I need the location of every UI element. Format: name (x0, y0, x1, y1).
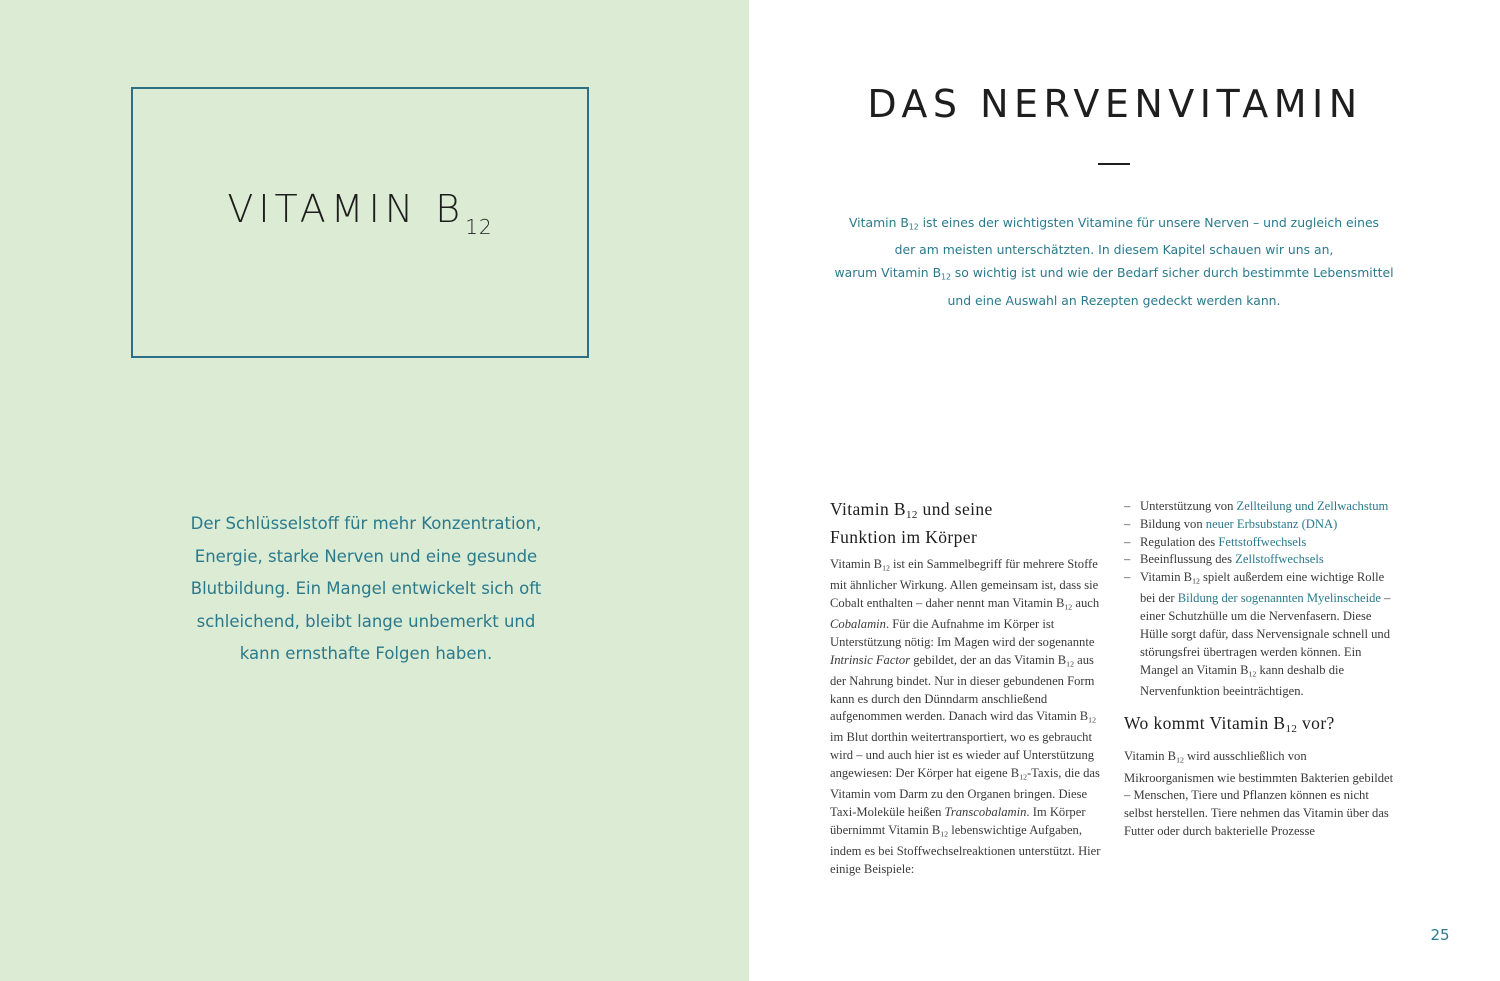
page-number: 25 (1430, 926, 1450, 944)
chapter-title (133, 187, 587, 239)
chapter-intro-line: kann ernsthafte Folgen haben. (239, 644, 493, 663)
list-text: Beeinflussung des (1140, 552, 1236, 567)
body-text: wird ausschließlich von Mikroorganismen wie bestimmten Bakterien gebildet – Menschen, Tiere und Pflanzen können es nicht selbst herstellen. Tiere nehmen das Vitamin über das Futter oder durch bakterielle Prozesse (1124, 749, 1394, 838)
chapter-intro-line: schleichend, bleibt lange unbemerkt und (196, 611, 536, 631)
body-text: lebenswichtige Aufgaben, indem es bei Stoffwechselreaktionen unterstützt. Hier einige Beispiele: (830, 822, 1101, 876)
chapter-intro-line: Energie, starke Nerven und eine gesunde (194, 546, 538, 566)
body-subscript: 12 (882, 563, 890, 573)
body-text: -Taxis, die das Vitamin vom Darm zu den Organen bringen. Diese Taxi-Moleküle heißen (830, 766, 1100, 819)
list-text: Vitamin B (1140, 570, 1193, 585)
heading-text: und seine (917, 499, 993, 519)
page-intro-line: und eine Auswahl an Rezepten gedeckt werden kann. (947, 292, 1281, 308)
list-text: Bildung von (1140, 516, 1206, 531)
body-subscript: 12 (1064, 602, 1073, 612)
body-text: . Für die Aufnahme im Körper ist Unterstützung nötig: Im Magen wird der sogenannte (830, 617, 1095, 649)
body-subscript: 12 (1019, 772, 1027, 782)
body-text: aus der Nahrung bindet. Nur in dieser gebundenen Form kann es durch den Dünndarm anschließend aufgenommen werden. Danach wird das Vitamin B (830, 652, 1095, 724)
body-italic: Intrinsic Factor (830, 652, 911, 667)
heading-text: Wo kommt Vitamin B (1124, 713, 1286, 734)
keyword-link[interactable]: Bildung der sogenannten Myelinscheide (1177, 591, 1381, 606)
keyword-link[interactable]: Zellstoffwechsels (1235, 552, 1324, 567)
body-text: Vitamin B (1124, 749, 1177, 764)
list-text: spielt außerdem eine wichtige Rolle bei der (1140, 570, 1385, 606)
list-item (1124, 551, 1396, 569)
body-subscript: 12 (1176, 755, 1184, 765)
body-text: auch (1072, 595, 1100, 610)
keyword-link[interactable]: neuer Erbsubstanz (DNA) (1205, 516, 1338, 531)
body-text: ist ein Sammelbegriff für mehrere Stoffe mit ähnlicher Wirkung. Allen gemeinsam ist, dass sie Cobalt enthalten – daher nennt man Vitamin B (830, 557, 1099, 610)
list-text: kann deshalb die Nervenfunktion beeinträchtigen. (1140, 662, 1345, 698)
heading-subscript: 12 (905, 509, 918, 521)
page-intro-line: der am meisten unterschätzten. In diesem Kapitel schauen wir uns an, (894, 242, 1334, 258)
section-heading-function (830, 498, 1106, 548)
intro-text: ist eines der wichtigsten Vitamine für unsere Nerven – und zugleich eines (918, 215, 1380, 230)
body-paragraph (1124, 748, 1396, 840)
list-item (1124, 516, 1396, 534)
chapter-intro (170, 508, 562, 671)
body-text: . Im Körper übernimmt Vitamin B (830, 805, 1086, 837)
body-text: im Blut dorthin weitertransportiert, wo es gebraucht wird – und auch hier ist es wieder auf Unterstützung angewiesen: Der Körper hat eigene B (830, 730, 1095, 781)
page-title: DAS NERVENVITAMIN (867, 82, 1363, 126)
body-subscript: 12 (940, 829, 949, 839)
intro-text: Vitamin B (848, 215, 909, 230)
text-column-left (830, 498, 1106, 879)
page-intro-line (812, 261, 1416, 288)
list-item (1124, 569, 1396, 700)
list-subscript: 12 (1192, 576, 1200, 586)
heading-text: Vitamin B (830, 499, 906, 519)
list-item (1124, 534, 1396, 552)
body-subscript: 12 (1088, 715, 1096, 725)
keyword-link[interactable]: Fettstoffwechsels (1218, 534, 1307, 549)
intro-subscript: 12 (908, 222, 919, 232)
title-divider (1098, 163, 1130, 165)
keyword-link[interactable]: Zellteilung und Zellwachstum (1236, 499, 1389, 513)
list-text: Regulation des (1140, 534, 1219, 549)
left-page (0, 0, 749, 981)
chapter-intro-line: Der Schlüsselstoff für mehr Konzentration, (190, 514, 542, 533)
chapter-title-text: VITAMIN B (227, 187, 466, 231)
heading-text: vor? (1297, 713, 1335, 734)
heading-text: Funktion im Körper (830, 527, 978, 547)
page-intro (812, 211, 1416, 312)
chapter-title-box (131, 87, 589, 358)
page-intro-line (812, 211, 1416, 238)
text-column-right (1124, 498, 1396, 841)
chapter-title-subscript: 12 (465, 215, 493, 239)
body-paragraph (830, 556, 1106, 879)
body-subscript: 12 (1066, 658, 1074, 668)
body-italic: Cobalamin (830, 617, 886, 632)
intro-text: so wichtig ist und wie der Bedarf sicher durch bestimmte Lebensmittel (950, 265, 1394, 281)
body-text: gebildet, der an das Vitamin B (910, 652, 1067, 667)
list-text: – einer Schutzhülle um die Nervenfasern. Diese Hülle sorgt dafür, dass Nervensignale schnell und störungsfrei übertragen werden können. Ein Mangel an Vitamin B (1140, 591, 1391, 677)
intro-text: warum Vitamin B (834, 265, 942, 281)
list-subscript: 12 (1248, 668, 1257, 678)
body-text: Vitamin B (830, 557, 883, 571)
heading-subscript: 12 (1285, 723, 1298, 736)
intro-subscript: 12 (941, 272, 951, 282)
body-italic: Transcobalamin (944, 805, 1027, 819)
list-text: Unterstützung von (1140, 499, 1237, 513)
section-heading-sources (1124, 712, 1396, 740)
chapter-intro-line: Blutbildung. Ein Mangel entwickelt sich oft (190, 579, 542, 598)
list-item (1124, 498, 1396, 516)
function-list (1124, 498, 1396, 700)
